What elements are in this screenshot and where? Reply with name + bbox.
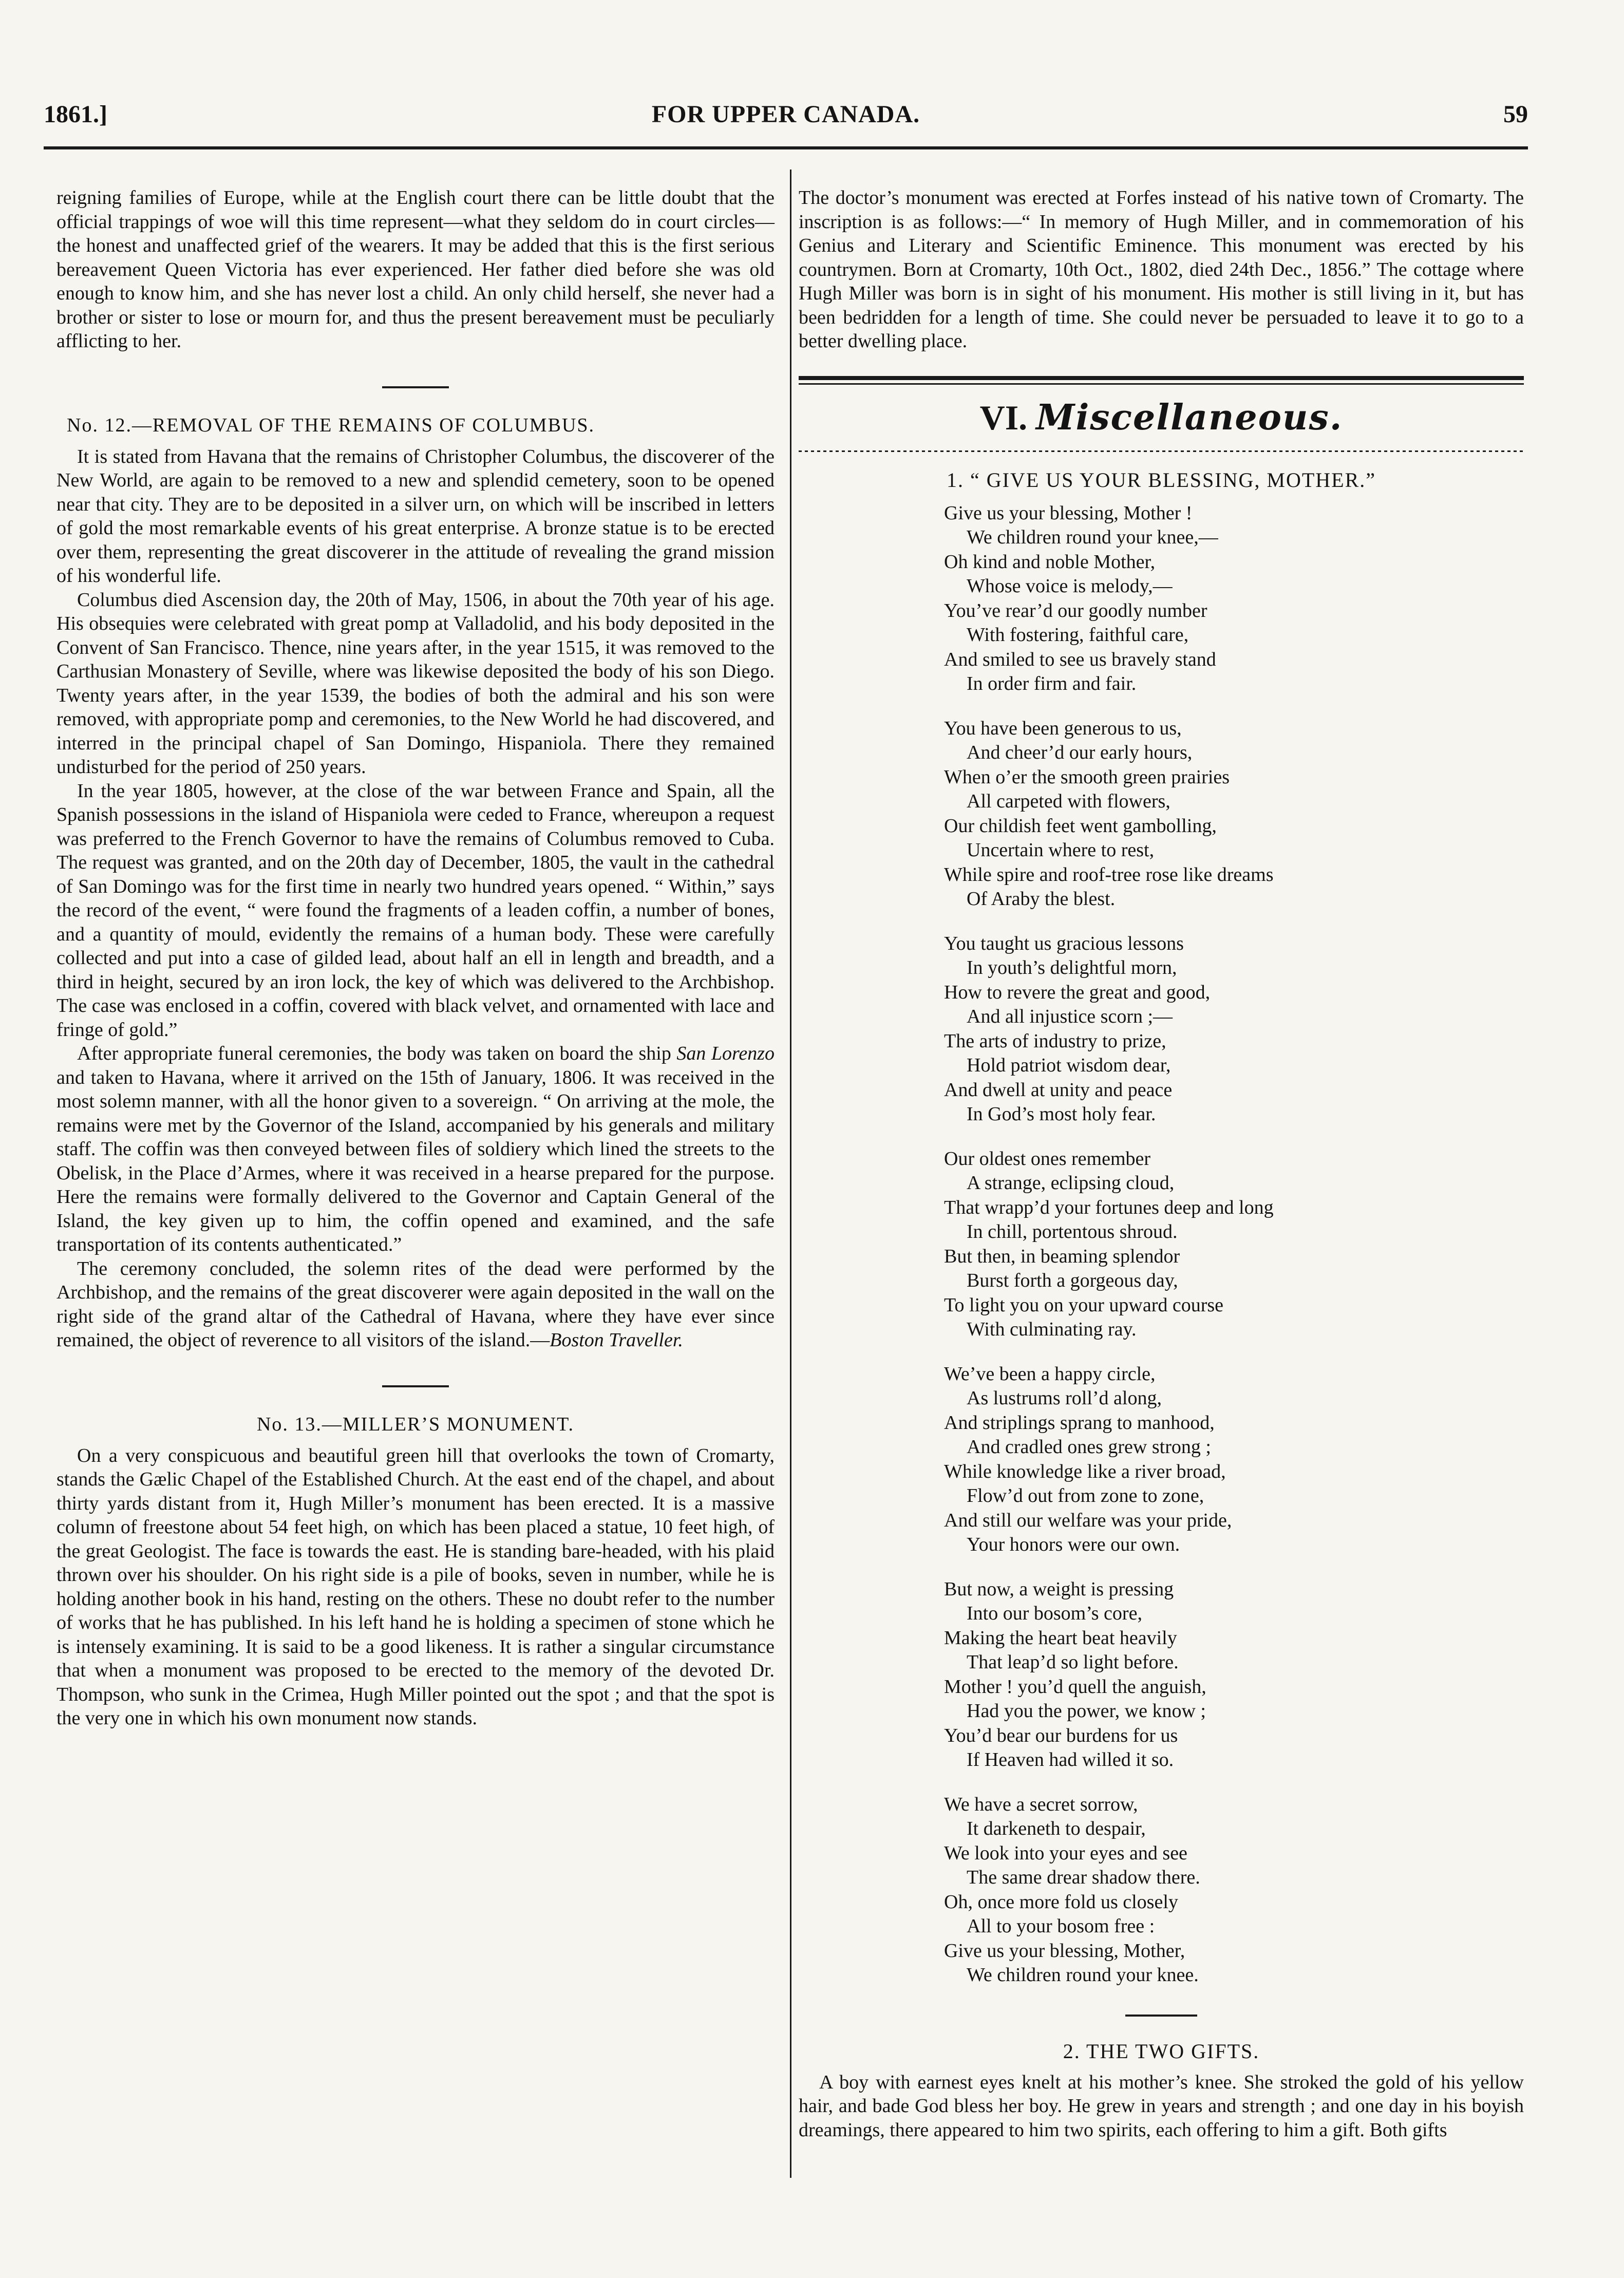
poem-line: Give us your blessing, Mother ! bbox=[944, 502, 1193, 524]
miller-continuation: The doctor’s monument was erected at Forfes instead of his native town of Cromarty. The inscription is as follows:—“ In memory of Hugh Miller, and in commemoration of his Genius and Literary and Scientific Eminence. This monument was erected by his countrymen. Born at Cromarty, 10th Oct., 1802, died 24th Dec., 1856.” The cottage where Hugh Miller was born is in sight of his monument. His mother is still living in it, but has been bedridden for a length of time. She could never be persuaded to leave it to go to a better dwelling place. bbox=[799, 187, 1524, 352]
poem-line: And cheer’d our early hours, bbox=[967, 742, 1193, 763]
poem-line: It darkeneth to despair, bbox=[967, 1818, 1146, 1839]
section-divider bbox=[1125, 2015, 1197, 2017]
right-column bbox=[799, 186, 1524, 2142]
poem-line: Had you the power, we know ; bbox=[967, 1700, 1206, 1722]
poem-line: As lustrums roll’d along, bbox=[967, 1387, 1162, 1409]
poem-line: Mother ! you’d quell the anguish, bbox=[944, 1675, 1206, 1698]
poem-stanza bbox=[944, 1147, 1524, 1342]
poem bbox=[944, 501, 1524, 1988]
poem-line: Uncertain where to rest, bbox=[967, 839, 1155, 861]
poem-line: Oh, once more fold us closely bbox=[944, 1891, 1178, 1913]
poem-line: In order firm and fair. bbox=[967, 673, 1137, 694]
poem-title: 1. “ GIVE US YOUR BLESSING, MOTHER.” bbox=[946, 468, 1376, 492]
poem-line: You’ve rear’d our goodly number bbox=[944, 599, 1207, 622]
poem-line: That leap’d so light before. bbox=[967, 1651, 1179, 1673]
poem-line: Hold patriot wisdom dear, bbox=[967, 1055, 1171, 1076]
poem-line: You have been generous to us, bbox=[944, 717, 1182, 739]
poem-line: Burst forth a gorgeous day, bbox=[967, 1270, 1178, 1291]
poem-line: Of Araby the blest. bbox=[967, 888, 1116, 910]
poem-line: A strange, eclipsing cloud, bbox=[967, 1172, 1175, 1194]
column-divider bbox=[790, 170, 791, 2178]
section-numeral: VI. bbox=[979, 398, 1028, 437]
header-title: FOR UPPER CANADA. bbox=[651, 101, 920, 128]
miller-heading: No. 13.—MILLER’S MONUMENT. bbox=[256, 1413, 575, 1435]
poem-stanza bbox=[944, 717, 1524, 912]
heavy-rule bbox=[799, 376, 1524, 380]
poem-stanza bbox=[944, 501, 1524, 696]
poem-stanza bbox=[944, 1577, 1524, 1773]
poem-line: We look into your eyes and see bbox=[944, 1842, 1187, 1864]
poem-line: We children round your knee,— bbox=[967, 526, 1218, 548]
poem-line: Our oldest ones remember bbox=[944, 1147, 1151, 1170]
columbus-paragraph-1: It is stated from Havana that the remains of Christopher Columbus, the discoverer of the New World, are again to be removed to a new and splendid cemetery, soon to be opened near that city. They are to be deposited in a silver urn, on which will be inscribed in letters of gold the most remarkable events of his great enterprise. A bronze statue is to be erected over them, representing the great discoverer in the attitude of revealing the grand mission of his wonderful life. bbox=[56, 445, 775, 587]
poem-stanza bbox=[944, 1362, 1524, 1557]
poem-line: And cradled ones grew strong ; bbox=[967, 1436, 1211, 1458]
intro-paragraph: reigning families of Europe, while at the English court there can be little doubt that the official trappings of woe will this time represent—what they seldom do in court circles—the honest and unaffected grief of the wearers. It may be added that this is the first serious bereavement Queen Victoria has ever experienced. Her father died before she was old enough to know him, and she has never lost a child. An only child herself, she never had a brother or sister to lose or mourn for, and thus the present bereavement must be peculiarly afflicting to her. bbox=[56, 187, 775, 352]
columbus-paragraph-4 bbox=[56, 1042, 775, 1257]
header-year: 1861.] bbox=[44, 101, 107, 128]
gifts-paragraph-1: A boy with earnest eyes knelt at his mother’s knee. She stroked the gold of his yellow hair, and bade God bless her boy. He grew in years and strength ; and one day in his boyish dreamings, there appeared to him two spirits, each offering to him a gift. Both gifts bbox=[799, 2071, 1524, 2141]
miller-paragraph-1: On a very conspicuous and beautiful green hill that overlooks the town of Cromarty, stands the Gælic Chapel of the Established Church. At the east end of the chapel, and about thirty yards distant from it, Hugh Miller’s monument has been erected. It is a massive column of freestone about 54 feet high, on which has been placed a statue, 10 feet high, of the great Geologist. The face is towards the east. He is standing bare-headed, with his plaid thrown over his shoulder. On his right side is a pile of books, seven in number, while he is holding another book in his hand, resting on the others. These no doubt refer to the number of works that he has published. In his left hand he is holding a specimen of stone which he is intensely examining. It is said to be a good likeness. It is rather a singular circumstance that when a monument was proposed to be erected to the memory of the devoted Dr. Thompson, who sunk in the Crimea, Hugh Miller pointed out the spot ; and that the spot is the very one in which his own monument now stands. bbox=[56, 1444, 775, 1729]
poem-line: All carpeted with flowers, bbox=[967, 790, 1170, 812]
poem-line: But now, a weight is pressing bbox=[944, 1578, 1174, 1600]
poem-line: With culminating ray. bbox=[967, 1319, 1137, 1340]
poem-line: In youth’s delightful morn, bbox=[967, 957, 1177, 978]
poem-line: When o’er the smooth green prairies bbox=[944, 766, 1230, 788]
poem-line: And all injustice scorn ;— bbox=[967, 1006, 1173, 1027]
decorative-rule bbox=[799, 448, 1524, 454]
columbus-paragraph-3: In the year 1805, however, at the close of the war between France and Spain, all the Spanish possessions in the island of Hispaniola were ceded to France, whereupon a request was preferred to the French Governor to have the remains of Columbus removed to Cuba. The request was granted, and on the 20th day of December, 1805, the vault in the cathedral of San Domingo was for the first time in nearly two hundred years opened. “ Within,” says the record of the event, “ were found the fragments of a leaden coffin, a number of bones, and a quantity of mould, evidently the remains of a human body. These were carefully collected and put into a case of gilded lead, about half an ell in length and breadth, and a third in height, secured by an iron lock, the key of which was delivered to the Archbishop. The case was enclosed in a coffin, covered with black velvet, and ornamented with lace and fringe of gold.” bbox=[56, 780, 775, 1041]
miscellaneous-heading bbox=[799, 397, 1524, 438]
poem-line: And smiled to see us bravely stand bbox=[944, 648, 1216, 670]
poem-line: Oh kind and noble Mother, bbox=[944, 551, 1156, 573]
poem-line: We children round your knee. bbox=[967, 1964, 1199, 1986]
section-divider bbox=[382, 1385, 449, 1387]
poem-line: And dwell at unity and peace bbox=[944, 1079, 1173, 1101]
poem-line: While spire and roof-tree rose like dreams bbox=[944, 863, 1274, 886]
left-column bbox=[56, 186, 775, 1730]
header-rule bbox=[44, 146, 1528, 149]
text-run: The ceremony concluded, the solemn rites of the dead were performed by the Archbishop, and the remains of the great discoverer were again deposited in the wall on the right side of the grand altar of the Cathedral of Havana, where they have ever since remained, the object of reverence to all visitors of the island.— bbox=[56, 1257, 775, 1351]
poem-line: Our childish feet went gambolling, bbox=[944, 815, 1217, 837]
poem-line: The same drear shadow there. bbox=[967, 1867, 1200, 1888]
poem-line: You’d bear our burdens for us bbox=[944, 1724, 1178, 1746]
columbus-paragraph-2: Columbus died Ascension day, the 20th of May, 1506, in about the 70th year of his age. His obsequies were celebrated with great pomp at Valladolid, and his body deposited in the Convent of San Francisco. Thence, nine years after, in the year 1515, it was removed to the Carthusian Monastery of Seville, where was likewise deposited the body of his son Diego. Twenty years after, in the year 1539, the bodies of both the admiral and his son were removed, with appropriate pomp and ceremonies, to the New World he had discovered, and interred in the principal chapel of San Domingo, Hispaniola. There they remained undisturbed for the period of 250 years. bbox=[56, 589, 775, 778]
poem-line: Into our bosom’s core, bbox=[967, 1603, 1142, 1624]
poem-line: You taught us gracious lessons bbox=[944, 932, 1184, 954]
poem-line: With fostering, faithful care, bbox=[967, 624, 1189, 646]
poem-line: If Heaven had willed it so. bbox=[967, 1749, 1174, 1771]
poem-line: Making the heart beat heavily bbox=[944, 1627, 1177, 1649]
poem-stanza bbox=[944, 932, 1524, 1127]
poem-line: Flow’d out from zone to zone, bbox=[967, 1485, 1204, 1507]
poem-line: And striplings sprang to manhood, bbox=[944, 1411, 1215, 1434]
poem-line: In God’s most holy fear. bbox=[967, 1103, 1156, 1125]
poem-line: In chill, portentous shroud. bbox=[967, 1221, 1178, 1242]
poem-line: All to your bosom free : bbox=[967, 1915, 1155, 1937]
poem-line: That wrapp’d your fortunes deep and long bbox=[944, 1196, 1274, 1218]
gifts-heading: 2. THE TWO GIFTS. bbox=[1063, 2039, 1260, 2063]
poem-line: But then, in beaming splendor bbox=[944, 1245, 1180, 1267]
poem-line: Whose voice is melody,— bbox=[967, 575, 1173, 597]
poem-line: Give us your blessing, Mother, bbox=[944, 1940, 1185, 1962]
columbus-heading: No. 12.—REMOVAL OF THE REMAINS OF COLUMBUS. bbox=[67, 414, 595, 436]
poem-line: And still our welfare was your pride, bbox=[944, 1509, 1232, 1531]
poem-line: We’ve been a happy circle, bbox=[944, 1363, 1156, 1385]
text-run: and taken to Havana, where it arrived on the 15th of January, 1806. It was received in the most solemn manner, with all the honor given to a sovereign. “ On arriving at the mole, the remains were met by the Governor of the Island, accompanied by his generals and military staff. The coffin was then conveyed between files of soldiery which lined the streets to the Obelisk, in the Place d’Armes, where it was received in a hearse prepared for the purpose. Here the remains were formally delivered to the Governor and Captain General of the Island, the key given up to him, the coffin opened and examined, and the safe transportation of its contents authenticated.” bbox=[56, 1066, 775, 1255]
section-divider bbox=[382, 386, 449, 388]
poem-line: While knowledge like a river broad, bbox=[944, 1460, 1226, 1482]
poem-line: We have a secret sorrow, bbox=[944, 1793, 1138, 1815]
columbus-paragraph-5 bbox=[56, 1257, 775, 1352]
section-word: Miscellaneous. bbox=[1036, 397, 1343, 438]
poem-line: To light you on your upward course bbox=[944, 1294, 1224, 1316]
page-number: 59 bbox=[1503, 101, 1528, 128]
thin-rule bbox=[799, 383, 1524, 385]
source-credit: Boston Traveller. bbox=[550, 1329, 683, 1351]
ship-name: San Lorenzo bbox=[676, 1043, 775, 1064]
text-run: After appropriate funeral ceremonies, the body was taken on board the ship bbox=[77, 1043, 677, 1064]
poem-stanza bbox=[944, 1793, 1524, 1988]
poem-line: The arts of industry to prize, bbox=[944, 1030, 1166, 1052]
poem-line: Your honors were our own. bbox=[967, 1534, 1180, 1555]
running-header bbox=[44, 100, 1528, 136]
poem-line: How to revere the great and good, bbox=[944, 981, 1211, 1003]
